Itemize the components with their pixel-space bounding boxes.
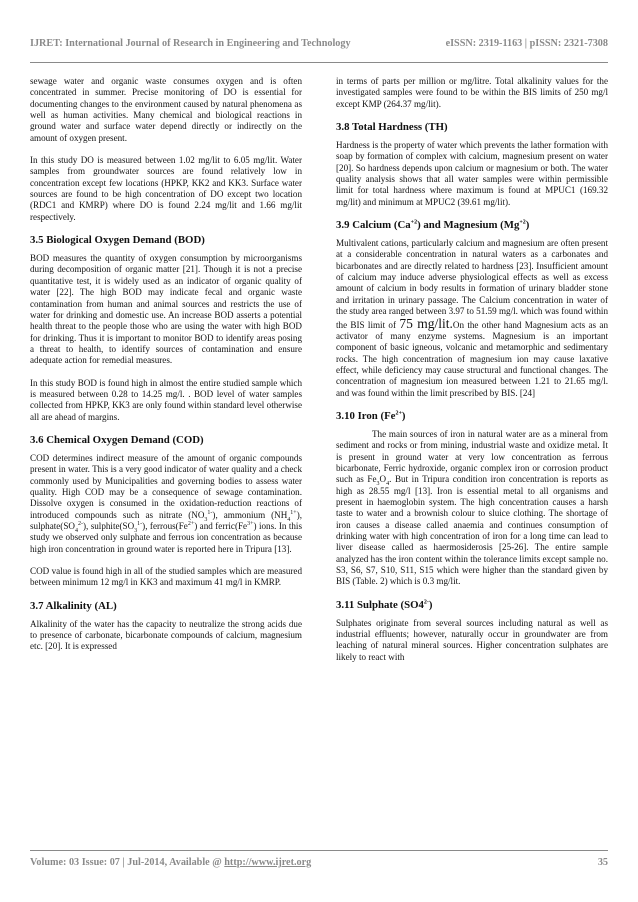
running-header	[30, 38, 608, 49]
paragraph-alkalinity: Alkalinity of the water has the capacity to neutralize the strong acids due to presence of carbonate, bicarbonate compounds of calcium, magnesium etc. [20]. It is expressed	[30, 618, 302, 652]
issn: eISSN: 2319-1163 | pISSN: 2321-7308	[445, 38, 608, 49]
paragraph-sulphate: Sulphates originate from several sources including natural as well as industrial effluents; however, naturally occur in groundwater are from leaching of natural mineral sources. Higher concentration sulphates are likely to react with	[336, 617, 608, 662]
right-column	[336, 76, 608, 674]
journal-title: IJRET: International Journal of Research in Engineering and Technology	[30, 38, 351, 49]
header-rule	[30, 62, 608, 63]
heading-iron: 3.10 Iron $(Fe^{2+})$	[336, 409, 406, 422]
heading-sulphate: 3.11 Sulphate $(SO4^{2-})$	[336, 598, 433, 611]
paragraph-calcium-magnesium: Multivalent cations, particularly calcium and magnesium are often present at a considerable concentration in natural waters as a carbonates and bicarbonates and are directly related to hardness [23]. Insufficient amount of calcium may induce adverse physiological effects as well as excess amount of calcium in body results in formation of urinary bladder stone and irritation in urinary passage. The Calcium concentration in water of the study area ranged between 3.97 to 51.59 mg/l. which was found within the BIS limit of 75 mg/lit.On the other hand Magnesium acts as an activator of many enzyme systems. Magnesium is an important component of basic igneous, volcanic and metamorphic and sedimentary rocks. The high concentration of magnesium ion may cause laxative effect, while deficiency may cause structural and functional changes. The concentration of magnesium ion measured between 1.21 to 21.65 mg/l. and was found within the limit prescribed by BIS. [24]	[336, 238, 608, 398]
paragraph-bod-2: In this study BOD is found high in almost the entire studied sample which is measured between 0.28 to 14.25 mg/l. . BOD level of water samples collected from HPKP, KK3 are only found within standard level otherwise all are ahead of margins.	[30, 377, 302, 422]
footer-volume: Volume: 03 Issue: 07 | Jul-2014, Available @ http://www.ijret.org	[30, 857, 312, 868]
heading-alkalinity: 3.7 Alkalinity (AL)	[30, 599, 117, 612]
running-footer	[30, 857, 608, 868]
left-column	[30, 76, 302, 664]
paragraph-iron: The main sources of iron in natural water are as a mineral from sediment and rocks or from mining, industrial waste and oxidize metal. It is present in ground water at very low concentration as ferrous bicarbonate, Ferric hydroxide, organic complex iron or corrosion product such as $Fe_3O_4$. But in Tripura condition iron concentration is reports as high as 28.55 mg/l [13]. Iron is essential metal to all organisms and present in haemoglobin system. The high concentration causes a harsh taste to water and a brownish colour to sluice clothing. The shortage of iron causes a disease called anaemia and continues consumption of drinking water with high concentration of iron for a long time can lead to liver disease called as haermosiderosis [25-26]. The entire sample analyzed has the iron content within the tolerance limits except sample no. S3, S6, S7, S10, S11, S15 which were higher than the standard given by BIS (Table. 2) which is 0.3 mg/lit.	[336, 428, 609, 587]
paragraph-do-1: sewage water and organic waste consumes oxygen and is often concentrated in summer. Precise monitoring of DO is essential for documenting changes to the environment caused by natural phenomena as well as human activities. Many chemical and biological reactions in ground water and surface water depend directly or indirectly on the amount of oxygen present.	[30, 76, 302, 143]
paragraph-cod-1: COD determines indirect measure of the amount of organic compounds present in water. This is a very good indicator of water quality and a check commonly used by Municipalities and governing bodies to assess water quality. High COD may be a consequence of sewage contamination. Dissolve oxygen is consumed in the oxidation-reduction reactions of introduced compounds such as nitrate $(NO_3^{1-})$, ammonium $(NH_4^{1+})$, $sulphate(SO_4^{2-})$, $sulphite(SO_3^{1-})$, $ferrous(Fe^{2+})$ and $ferric(Fe^{3+})$ ions. In this study we observed only sulphate and ferrous ion concentration as because high iron concentration in ground water is reported here in Tripura [13].	[30, 452, 302, 554]
page-number: 35	[597, 857, 608, 868]
heading-calcium-magnesium: 3.9 Calcium $(Ca^{+2})$ and Magnesium $(Mg^{+2})$	[336, 219, 530, 232]
heading-bod: 3.5 Biological Oxygen Demand (BOD)	[30, 234, 205, 247]
journal-link[interactable]: http://www.ijret.org	[224, 857, 312, 868]
paragraph-cod-2: COD value is found high in all of the studied samples which are measured between minimum 12 mg/l in KK3 and maximum 41 mg/l in KMRP.	[30, 566, 302, 588]
paragraph-bod-1: BOD measures the quantity of oxygen consumption by microorganisms during decomposition of organic matter [21]. Though it is not a precise quantitative test, it is widely used as an indicator of organic quality of water [22]. The high BOD may indicate fecal and organic waste contamination from human and animal sources and restricts the use of water for drinking and domestic use. An increase BOD asserts a potential health threat to the people those who are using the water with high BOD for drinking. Thus it is important to monitor BOD to identify areas posing a threat to health, to identify sources of contamination and ensure adequate action for remedial measures.	[30, 253, 302, 366]
heading-total-hardness: 3.8 Total Hardness (TH)	[336, 121, 448, 134]
paragraph-do-2: In this study DO is measured between 1.02 mg/lit to 6.05 mg/lit. Water samples from groundwater sources are found relatively low in concentration except few locations (HPKP, KK2 and KK3. Surface water sources are found to be high concentration of DO except two location (RDC1 and KMRP) where DO is found 2.24 mg/lit and 1.66 mg/lit respectively.	[30, 155, 302, 222]
paragraph-alkalinity-cont: in terms of parts per million or mg/litre. Total alkalinity values for the investigated samples were found to be within the BIS limits of 250 mg/l except KMP (264.37 mg/lit).	[336, 76, 608, 109]
footer-rule	[30, 850, 608, 851]
paragraph-total-hardness: Hardness is the property of water which prevents the lather formation with soap by formation of complex with calcium, magnesium present on water [20]. So hardness depends upon calcium or magnesium or both. The water quality analysis shows that all water samples were within permissible limit for total hardness where maximum is found at MPUC1 (169.32 mg/lit) and minimum at MPUC2 (39.61 mg/lit).	[336, 140, 608, 207]
heading-cod: 3.6 Chemical Oxygen Demand (COD)	[30, 433, 204, 446]
